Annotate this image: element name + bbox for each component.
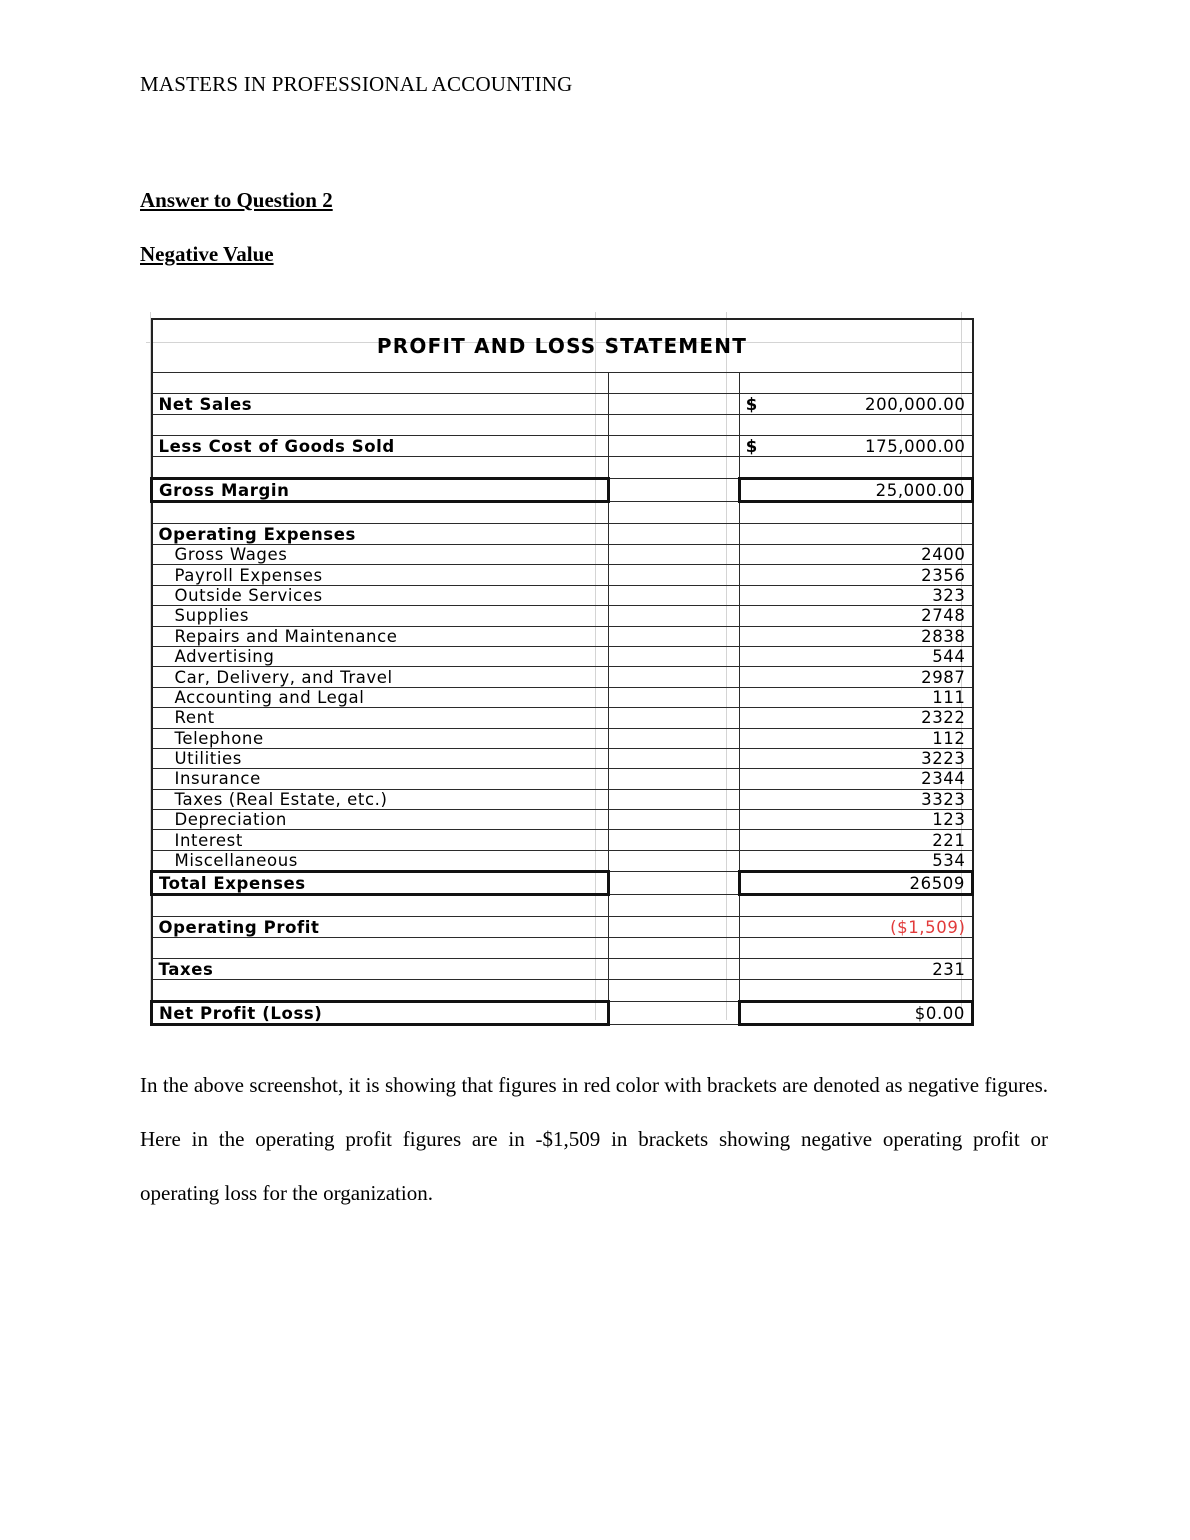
taxes-row bbox=[152, 959, 973, 980]
expense-row bbox=[152, 748, 973, 768]
expense-label: Accounting and Legal bbox=[152, 687, 609, 707]
gross-margin-value: 25,000.00 bbox=[739, 479, 972, 502]
expense-value: 2987 bbox=[739, 667, 972, 687]
currency-symbol: $ bbox=[745, 436, 758, 456]
expense-value: 2356 bbox=[739, 565, 972, 585]
expense-row bbox=[152, 585, 973, 605]
expense-row bbox=[152, 646, 973, 666]
expense-value: 221 bbox=[739, 830, 972, 850]
operating-expenses-label: Operating Expenses bbox=[152, 524, 609, 545]
expense-label: Utilities bbox=[152, 748, 609, 768]
expense-value: 123 bbox=[739, 810, 972, 830]
expense-value: 2748 bbox=[739, 606, 972, 626]
expense-value: 2322 bbox=[739, 708, 972, 728]
operating-profit-row bbox=[152, 917, 973, 938]
expense-row bbox=[152, 789, 973, 809]
taxes-value: 231 bbox=[739, 959, 972, 980]
expense-row bbox=[152, 606, 973, 626]
expense-value: 3323 bbox=[739, 789, 972, 809]
expense-row bbox=[152, 830, 973, 850]
net-profit-value: $0.00 bbox=[739, 1002, 972, 1025]
taxes-label: Taxes bbox=[152, 959, 609, 980]
net-sales-row bbox=[152, 394, 973, 415]
expense-label: Taxes (Real Estate, etc.) bbox=[152, 789, 609, 809]
operating-profit-label: Operating Profit bbox=[152, 917, 609, 938]
expense-value: 534 bbox=[739, 850, 972, 871]
expense-value: 2344 bbox=[739, 769, 972, 789]
total-expenses-label: Total Expenses bbox=[152, 872, 609, 895]
expense-value: 2400 bbox=[739, 545, 972, 565]
cogs-row bbox=[152, 436, 973, 457]
running-header: MASTERS IN PROFESSIONAL ACCOUNTING bbox=[140, 72, 573, 96]
expense-label: Miscellaneous bbox=[152, 850, 609, 871]
expense-value: 112 bbox=[739, 728, 972, 748]
expense-label: Outside Services bbox=[152, 585, 609, 605]
expense-value: 544 bbox=[739, 646, 972, 666]
total-expenses-row bbox=[152, 872, 973, 895]
expense-label: Advertising bbox=[152, 646, 609, 666]
expense-value: 3223 bbox=[739, 748, 972, 768]
operating-expenses-header-row bbox=[152, 524, 973, 545]
expense-label: Repairs and Maintenance bbox=[152, 626, 609, 646]
expense-label: Rent bbox=[152, 708, 609, 728]
net-profit-row bbox=[152, 1002, 973, 1025]
gross-margin-row bbox=[152, 479, 973, 502]
expense-row bbox=[152, 545, 973, 565]
expense-value: 2838 bbox=[739, 626, 972, 646]
gross-margin-label: Gross Margin bbox=[152, 479, 609, 502]
answer-heading: Answer to Question 2 bbox=[140, 188, 333, 212]
expense-row bbox=[152, 728, 973, 748]
expense-row bbox=[152, 769, 973, 789]
explanation-paragraph: In the above screenshot, it is showing that figures in red color with brackets are denoted as negative figures. Here in the operating profit figures are in -$1,509 in brackets showing negative operating profit or operating loss for the organization. bbox=[140, 1073, 1048, 1205]
currency-symbol: $ bbox=[745, 394, 758, 414]
negative-value-heading: Negative Value bbox=[140, 242, 274, 266]
expense-label: Depreciation bbox=[152, 810, 609, 830]
net-profit-label: Net Profit (Loss) bbox=[152, 1002, 609, 1025]
cogs-value: 175,000.00 bbox=[865, 436, 966, 456]
expense-row bbox=[152, 708, 973, 728]
expense-label: Interest bbox=[152, 830, 609, 850]
expense-value: 323 bbox=[739, 585, 972, 605]
expense-row bbox=[152, 667, 973, 687]
net-sales-value: 200,000.00 bbox=[865, 394, 966, 414]
statement-title: PROFIT AND LOSS STATEMENT bbox=[152, 319, 973, 373]
expense-row bbox=[152, 565, 973, 585]
spreadsheet-screenshot bbox=[146, 312, 974, 1023]
net-sales-label: Net Sales bbox=[152, 394, 609, 415]
cogs-label: Less Cost of Goods Sold bbox=[152, 436, 609, 457]
expense-value: 111 bbox=[739, 687, 972, 707]
expense-label: Car, Delivery, and Travel bbox=[152, 667, 609, 687]
expense-label: Gross Wages bbox=[152, 545, 609, 565]
expense-row bbox=[152, 810, 973, 830]
expense-label: Insurance bbox=[152, 769, 609, 789]
expense-row bbox=[152, 850, 973, 871]
expense-label: Telephone bbox=[152, 728, 609, 748]
expense-row bbox=[152, 626, 973, 646]
expense-label: Supplies bbox=[152, 606, 609, 626]
expense-label: Payroll Expenses bbox=[152, 565, 609, 585]
expense-row bbox=[152, 687, 973, 707]
total-expenses-value: 26509 bbox=[739, 872, 972, 895]
profit-loss-table bbox=[150, 318, 974, 1026]
operating-profit-value: ($1,509) bbox=[739, 917, 972, 938]
